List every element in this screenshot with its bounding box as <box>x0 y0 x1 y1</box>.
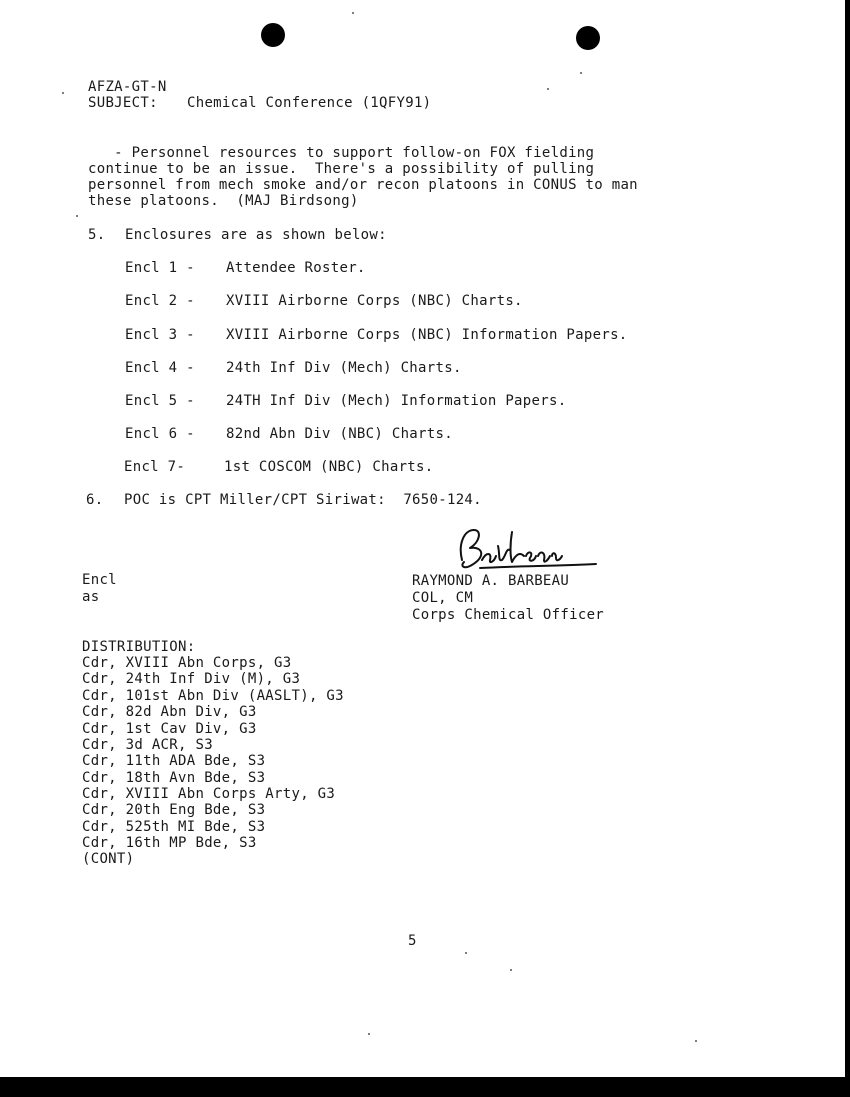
scan-border-right <box>845 0 850 1097</box>
enclosure-text: XVIII Airborne Corps (NBC) Information Papers. <box>226 327 628 343</box>
punch-hole-left <box>261 23 285 47</box>
paragraph-line: these platoons. (MAJ Birdsong) <box>88 193 359 209</box>
item6-number: 6. <box>86 492 104 508</box>
punch-hole-right <box>576 26 600 50</box>
scan-speck <box>465 952 467 954</box>
distribution-item: Cdr, XVIII Abn Corps, G3 <box>82 655 292 671</box>
paragraph-line: continue to be an issue. There's a possibility of pulling <box>88 161 595 177</box>
enclosure-label: Encl 6 - <box>125 426 195 442</box>
scan-border-bottom <box>0 1077 850 1097</box>
distribution-item: Cdr, 101st Abn Div (AASLT), G3 <box>82 688 344 704</box>
office-symbol: AFZA-GT-N <box>88 79 167 95</box>
enclosure-text: XVIII Airborne Corps (NBC) Charts. <box>226 293 523 309</box>
enclosure-text: 24TH Inf Div (Mech) Information Papers. <box>226 393 567 409</box>
paragraph-line: - Personnel resources to support follow-on FOX fielding <box>88 145 595 161</box>
enclosure-text: 82nd Abn Div (NBC) Charts. <box>226 426 453 442</box>
distribution-item: Cdr, 1st Cav Div, G3 <box>82 721 257 737</box>
enclosure-text: 1st COSCOM (NBC) Charts. <box>224 459 434 475</box>
signer-title: Corps Chemical Officer <box>412 607 605 623</box>
enclosure-text: 24th Inf Div (Mech) Charts. <box>226 360 462 376</box>
enclosure-label: Encl 4 - <box>125 360 195 376</box>
subject-label: SUBJECT: <box>88 95 158 111</box>
encl-line: Encl <box>82 572 117 588</box>
scan-speck <box>510 969 512 971</box>
item5-number: 5. <box>88 227 106 243</box>
distribution-item: Cdr, 24th Inf Div (M), G3 <box>82 671 301 687</box>
item6-text: POC is CPT Miller/CPT Siriwat: 7650-124. <box>124 492 482 508</box>
distribution-item: Cdr, 82d Abn Div, G3 <box>82 704 257 720</box>
distribution-item: Cdr, 3d ACR, S3 <box>82 737 213 753</box>
distribution-item: Cdr, 16th MP Bde, S3 <box>82 835 257 851</box>
scan-speck <box>695 1040 697 1042</box>
distribution-item: Cdr, 18th Avn Bde, S3 <box>82 770 266 786</box>
page-number: 5 <box>408 933 417 949</box>
distribution-heading: DISTRIBUTION: <box>82 639 196 655</box>
encl-line: as <box>82 589 100 605</box>
item5-text: Enclosures are as shown below: <box>125 227 387 243</box>
scan-speck <box>547 88 549 90</box>
scan-speck <box>62 92 64 94</box>
enclosure-label: Encl 3 - <box>125 327 195 343</box>
enclosure-label: Encl 1 - <box>125 260 195 276</box>
scan-speck <box>580 72 582 74</box>
scan-speck <box>352 12 354 14</box>
signer-name: RAYMOND A. BARBEAU <box>412 573 570 589</box>
signer-rank: COL, CM <box>412 590 474 606</box>
scan-speck <box>368 1033 370 1035</box>
paragraph-line: personnel from mech smoke and/or recon platoons in CONUS to man <box>88 177 638 193</box>
scan-speck <box>76 215 78 217</box>
distribution-item: Cdr, 20th Eng Bde, S3 <box>82 802 266 818</box>
distribution-item: Cdr, 525th MI Bde, S3 <box>82 819 266 835</box>
enclosure-label: Encl 5 - <box>125 393 195 409</box>
subject-text: Chemical Conference (1QFY91) <box>187 95 432 111</box>
enclosure-label: Encl 7- <box>124 459 186 475</box>
enclosure-text: Attendee Roster. <box>226 260 366 276</box>
enclosure-label: Encl 2 - <box>125 293 195 309</box>
distribution-continued: (CONT) <box>82 851 135 867</box>
distribution-item: Cdr, XVIII Abn Corps Arty, G3 <box>82 786 336 802</box>
distribution-item: Cdr, 11th ADA Bde, S3 <box>82 753 266 769</box>
